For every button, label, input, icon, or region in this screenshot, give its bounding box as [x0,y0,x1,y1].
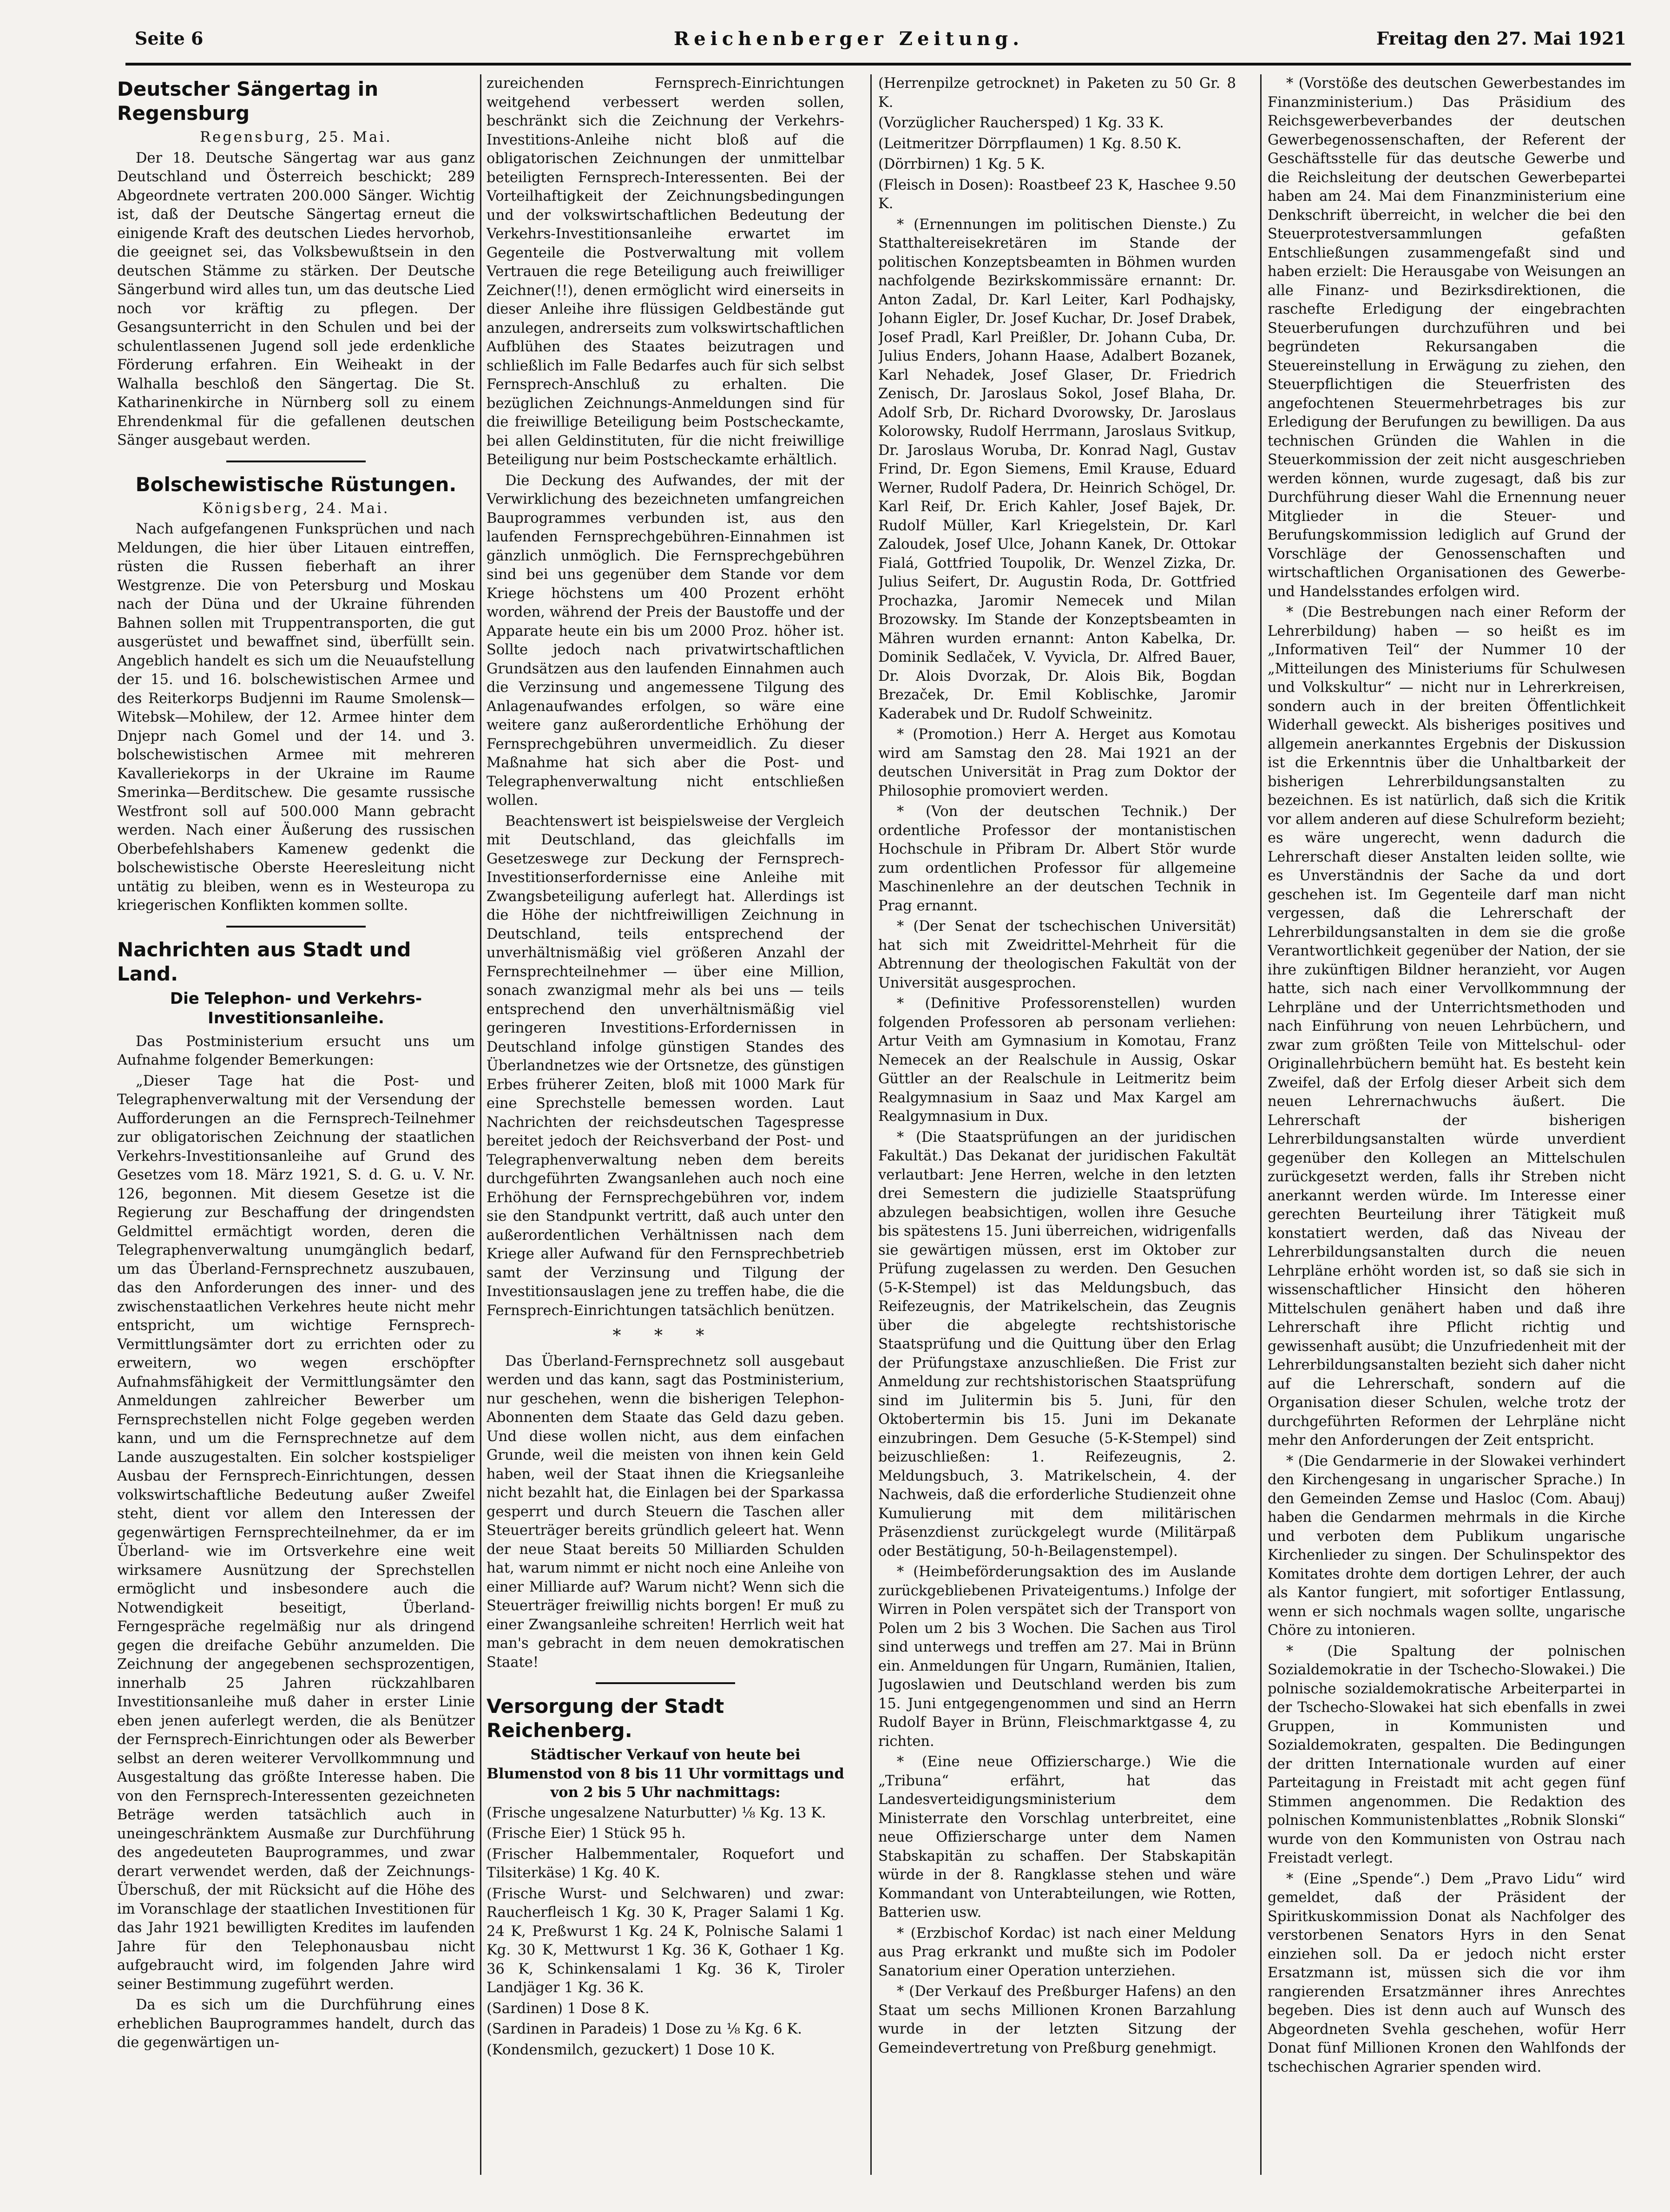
article-separator [596,1682,735,1684]
price-item: (Frischer Halbemmentaler, Roquefort und Tilsiterkäse) 1 Kg. 40 K. [487,1846,844,1881]
price-list [487,1804,844,2060]
section-stars: * * * [612,1326,718,1345]
news-item: * (Promotion.) Herr A. Herget aus Komotau wird am Samstag den 28. Mai 1921 an der deutschen Universität in Prag zum Doktor der Philosophie promoviert werden. [878,726,1236,799]
price-item: (Sardinen in Paradeis) 1 Dose zu ⅛ Kg. 6 K. [487,2021,802,2037]
price-list-continued [878,74,1236,214]
news-item: * (Die Spaltung der polnischen Sozialdemokratie in der Tschecho-Slowakei.) Die polnische sozialdemokratische Arbeiterpartei in der Tschecho-Slowakei hat sich ebenfalls in zwei Gruppen, in Kommunisten und Sozialdemokraten, gespalten. Die Bedingungen der dritten Internationale wurden auf einer Parteitagung in Freistadt mit acht gegen fünf Stimmen angenommen. Die Redaktion des polnischen Kommunistenblattes „Robnik Slonski“ wurde von den Kommunisten von Ostrau nach Freistadt verlegt. [1268,1643,1625,1866]
article-paragraph: „Dieser Tage hat die Post- und Telegraphenverwaltung mit der Versendung der Aufforderungen an die Fernsprech-Teilnehmer zur obligatorischen Zeichnung der staatlichen Verkehrs-Investitionsanleihe auf Grund des Gesetzes vom 18. März 1921, S. d. G. u. V. Nr. 126, begonnen. Mit diesem Gesetze ist die Regierung zur Beschaffung der dringendsten Geldmittel ermächtigt worden, deren die Telegraphenverwaltung unumgänglich bedarf, um das Überland-Fernsprechnetz auszubauen, das den Anforderungen des inner- und des zwischenstaatlichen Verkehres heute nicht mehr entspricht, um wichtige Fernsprech-Vermittlungsämter dort zu errichten oder zu erweitern, wo wegen erschöpfter Aufnahmsfähigkeit der Vermittlungsämter den Anmeldungen zahlreicher Bewerber um Fernsprechstellen nicht Folge gegeben werden kann, und um die Fernsprechnetze auf dem Lande auszugestalten. Ein solcher kostspieliger Ausbau der Fernsprech-Einrichtungen, dessen volkswirtschaftliche Bedeutung außer Zweifel steht, dient vor allem den Interessen der gegenwärtigen Fernsprechteilnehmer, da er im Überland- wie im Ortsverkehre eine weit wirksamere Ausnützung der Sprechstellen ermöglicht und insbesondere auch die Notwendigkeit beseitigt, Überland-Ferngespräche regelmäßig nur als dringend gegen die dreifache Gebühr anzumelden. Die Zeichnung der angegebenen sechsprozentigen, innerhalb 25 Jahren rückzahlbaren Investitionsanleihe muß daher in erster Linie eben jenen auferlegt werden, die als Benützer der Fernsprech-Einrichtungen oder als Bewerber selbst an deren weiterer Vervollkommnung und Ausgestaltung das größte Interesse haben. Die von den Fernsprech-Interessenten gezeichneten Beträge werden tatsächlich auch in uneingeschränktem Ausmaße zur Durchführung des angedeuteten Bauprogrammes, und zwar derart verwendet werden, daß der Zeichnungs-Überschuß, der mit Rücksicht auf die Höhe des im Voranschlage der staatlichen Investitionen für das Jahr 1921 bewilligten Kredites im laufenden Jahre für den Telephonausbau nicht aufgebraucht wird, im folgenden Jahre wird seiner Bestimmung zugeführt werden. [117,1073,475,1993]
price-item: (Kondensmilch, gezuckert) 1 Dose 10 K. [487,2041,775,2058]
price-item: (Fleisch in Dosen): Roastbeef 23 K, Haschee 9.50 K. [878,177,1236,212]
article-headline: Versorgung der Stadt Reichenberg. [487,1695,724,1742]
article-paragraph: Der 18. Deutsche Sängertag war aus ganz Deutschland und Österreich beschickt; 289 Abgeordnete vertraten 200.000 Sänger. Wichtig ist, daß der Deutsche Sängertag erneut die einigende Kraft des deutschen Liedes hervorhob, die geeignet sei, das Volksbewußtsein in den deutschen Stämme zu stärken. Der Deutsche Sängerbund wird alles tun, um das deutsche Lied noch vor kräftig zu pflegen. Der Gesangsunterricht in den Schulen und bei der schulentlassenen Jugend soll jede erdenkliche Förderung erfahren. Ein Weiheakt in der Walhalla beschloß den Sängertag. Die St. Katharinenkirche in Nürnberg soll zu einem Ehrendenkmal für die gefallenen deutschen Sänger ausgebaut werden. [117,150,475,448]
article-paragraph: Beachtenswert ist beispielsweise der Vergleich mit Deutschland, das gleichfalls im Gesetzeswege zur Deckung der Fernsprech-Investitionserfordernisse eine Anleihe mit Zwangsbeteiligung auferlegt hat. Allerdings ist die Höhe der nichtfreiwilligen Zeichnung in Deutschland, teils entsprechend der unverhältnismäßig viel größeren Anzahl der Fernsprechteilnehmer — über eine Million, sonach zwanzigmal mehr als bei uns — teils entsprechend den unverhältnismäßig viel geringeren Investitions-Erfordernissen in Deutschland infolge günstigen Standes des Überlandnetzes wie der Ortsnetze, des günstigen Erbes früherer Zeiten, bloß mit 1000 Mark für eine Sprechstelle bemessen worden. Laut Nachrichten der reichsdeutschen Tagespresse bereitet jedoch der Reichsverband der Post- und Telegraphenverwaltung neben dem bereits durchgeführten Zwangsanlehen auch noch eine Erhöhung der Fernsprechgebühren vor, indem sie den Standpunkt vertritt, daß auch unter den außerordentlichen Verhältnissen nach dem Kriege aller Aufwand für den Fernsprechbetrieb samt der Verzinsung und Tilgung der Investitionsauslagen jene zu treffen habe, die die Fernsprech-Einrichtungen tatsächlich benützen. [487,813,844,1319]
column-2 [487,74,844,2184]
price-item: (Dörrbirnen) 1 Kg. 5 K. [878,156,1045,172]
news-item: * (Ernennungen im politischen Dienste.) Zu Statthaltereisekretären im Stande der politischen Konzeptsbeamten in Böhmen wurden nachfolgende Bezirkskommissäre ernannt: Dr. Anton Zadal, Dr. Karl Leiter, Karl Podhajsky, Johann Eigler, Dr. Josef Kuchar, Dr. Josef Drabek, Josef Pradl, Karl Preißler, Dr. Johann Cuba, Dr. Julius Enders, Johann Haase, Adalbert Bozanek, Karl Nehadek, Josef Glaser, Dr. Friedrich Zenisch, Dr. Jaroslaus Sokol, Josef Blaha, Dr. Adolf Srb, Dr. Richard Dvorowsky, Dr. Jaroslaus Kolorowsky, Rudolf Herrmann, Jaroslaus Svitkup, Dr. Jaroslaus Woruba, Dr. Konrad Nagl, Gustav Frind, Dr. Egon Siemens, Emil Krause, Eduard Werner, Rudolf Padera, Dr. Heinrich Schögel, Dr. Karl Reif, Dr. Erich Kahler, Josef Bajek, Dr. Rudolf Müller, Karl Kriegelstein, Dr. Karl Zaloudek, Josef Ulce, Johann Kanek, Dr. Ottokar Fialá, Gottfried Toupolik, Dr. Wenzel Zizka, Dr. Julius Seifert, Dr. Augustin Roda, Dr. Gottfried Prochazka, Jaromir Nemecek und Milan Brozowsky. Im Stande der Konzeptsbeamten in Mähren wurden ernannt: Anton Kabelka, Dr. Dominik Sedlaček, V. Vyvicla, Dr. Alfred Bauer, Dr. Alois Dvorzak, Dr. Alois Bik, Bogdan Brezaček, Dr. Emil Koblischke, Jaromir Kaderabek und Dr. Rudolf Schweinitz. [878,216,1236,722]
column-divider [870,74,872,2175]
article-paragraph: Da es sich um die Durchführung eines erheblichen Bauprogrammes handelt, durch das die gegenwärtigen un- [117,1997,475,2051]
masthead: Reichenberger Zeitung. [674,28,1024,50]
dateline: Regensburg, 25. Mai. [200,129,392,145]
news-item: * (Eine „Spende“.) Dem „Pravo Lidu“ wird gemeldet, daß der Präsident der Spiritkuskommission Donat als Nachfolger des verstorbenen Senators Hyrs in den Senat einziehen soll. Da er jedoch nicht erster Ersatzmann ist, müssen sich die vor ihm rangierenden Ersatzmänner ihres Anrechtes begeben. Dies ist denn auch auf Wunsch des Abgeordneten Svehla geschehen, wofür Herr Donat fünf Millionen Kronen den Wahlfonds der tschechischen Agrarier spenden wird. [1268,1870,1625,2075]
column-4 [1268,74,1625,2184]
article-headline: Bolschewistische Rüstungen. [135,473,457,496]
column-1 [117,74,475,2184]
price-item: (Frische ungesalzene Naturbutter) ⅛ Kg. 13 K. [487,1804,826,1821]
section-headline: Nachrichten aus Stadt und Land. [117,938,411,985]
news-item: * (Der Senat der tschechischen Universität) hat sich mit Zweidrittel-Mehrheit für die Abtrennung der theologischen Fakultät von der Universität ausgesprochen. [878,918,1236,991]
column-divider [480,74,481,2175]
article-subheadline: Die Telephon- und Verkehrs-Investitionsanleihe. [170,989,422,1027]
page-number: Seite 6 [135,28,204,49]
header-rule [125,63,1631,66]
page-header [135,28,1626,60]
news-item: * (Die Staatsprüfungen an der juridischen Fakultät.) Das Dekanat der juridischen Fakultät verlautbart: Jene Herren, welche in den letzten drei Semestern die judizielle Staatsprüfung abzulegen beabsichtigen, wollen ihre Gesuche bis spätestens 15. Juni überreichen, widrigenfalls sie gewärtigen müssen, erst im Oktober zur Prüfung zugelassen zu werden. Den Gesuchen (5-K-Stempel) ist das Meldungsbuch, das Reifezeugnis, der Matrikelschein, das Zeugnis über die abgelegte rechtshistorische Staatsprüfung und die Quittung über den Erlag der Prüfungstaxe anzuschließen. Die Frist zur Anmeldung zur rechtshistorischen Staatsprüfung sind im Julitermin bis 5. Juni, für den Oktobertermin bis 15. Juni im Dekanate einzubringen. Dem Gesuche (5-K-Stempel) sind beizuschließen: 1. Reifezeugnis, 2. Meldungsbuch, 3. Matrikelschein, 4. der Nachweis, daß die erforderliche Studienzeit ohne Kumulierung mit dem militärischen Präsenzdienst zurückgelegt wurde (Militärpaß oder Bestätigung, 50-h-Beilagenstempel). [878,1129,1236,1560]
news-item: * (Erzbischof Kordac) ist nach einer Meldung aus Prag erkrankt und mußte sich im Podoler Sanatorium einer Operation unterziehen. [878,1925,1236,1979]
sale-notice: Städtischer Verkauf von heute bei Blumenstod von 8 bis 11 Uhr vormittags und von 2 bis 5 Uhr nachmittags: [487,1746,844,1801]
price-item: (Sardinen) 1 Dose 8 K. [487,2000,650,2017]
article-separator [226,926,366,928]
news-item: * (Eine neue Offizierscharge.) Wie die „Tribuna“ erfährt, hat das Landesverteidigungsministerium dem Ministerrate den Vorschlag unterbreitet, eine neue Offizierscharge unter dem Namen Stabskapitän zu schaffen. Der Stabskapitän würde in der 8. Rangklasse stehen und wäre Kommandant von Unterabteilungen, wie Rotten, Batterien usw. [878,1754,1236,1921]
article-headline: Deutscher Sängertag in Regensburg [117,78,379,125]
article-paragraph: zureichenden Fernsprech-Einrichtungen weitgehend verbessert werden sollen, beschränkt sich die Zeichnung der Verkehrs-Investitions-Anleihe nicht bloß auf die obligatorischen Zeichnungen der unmittelbar beteiligten Fernsprech-Interessenten. Bei der Vorteilhaftigkeit der Zeichnungsbedingungen und der volkswirtschaftlichen Bedeutung der Verkehrs-Investitionsanleihe erwartet im Gegenteile die Postverwaltung mit vollem Vertrauen die rege Beteiligung auch freiwilliger Zeichner(!!), denen ermöglicht wird einerseits in dieser Anleihe ihre flüssigen Geldbestände gut anzulegen, andrerseits zum volkswirtschaftlichen Aufblühen des Staates beizutragen und schließlich im Falle Bedarfes auch für sich selbst Fernsprech-Anschluß zu erhalten. Die bezüglichen Zeichnungs-Anmeldungen sind für die freiwillige Beteiligung beim Postscheckamte, bei allen Geldinstituten, für die nicht freiwillige Beteiligung nur beim Postscheckamte erhältlich. [487,75,844,468]
article-paragraph: Das Postministerium ersucht uns um Aufnahme folgender Bemerkungen: [117,1033,475,1068]
column-divider [1260,74,1262,2175]
price-item: (Vorzüglicher Rauchersped) 1 Kg. 33 K. [878,115,1164,131]
price-item: (Frische Wurst- und Selchwaren) und zwar: Raucherfleisch 1 Kg. 30 K, Prager Salami 1 Kg. 24 K, Preßwurst 1 Kg. 24 K, Polnische Salami 1 Kg. 30 K, Mettwurst 1 Kg. 36 K, Gothaer 1 Kg. 36 K, Schinkensalami 1 Kg. 36 K, Tiroler Landjäger 1 Kg. 36 K. [487,1885,844,1996]
article-separator [226,461,366,462]
news-item: * (Der Verkauf des Preßburger Hafens) an den Staat um sechs Millionen Kronen Barzahlung wurde in der letzten Sitzung der Gemeindevertretung von Preßburg genehmigt. [878,1983,1236,2056]
article-paragraph: Die Deckung des Aufwandes, der mit der Verwirklichung des bezeichneten umfangreichen Bauprogrammes verbunden ist, aus den laufenden Fernsprechgebühren-Einnahmen ist gänzlich unmöglich. Die Fernsprechgebühren sind bei uns gegenüber dem Stande vor dem Kriege höchstens um 400 Prozent erhöht worden, während der Preis der Baustoffe und der Apparate heute ein bis um 2000 Proz. höher ist. Sollte jedoch nach privatwirtschaftlichen Grundsätzen aus den laufenden Einnahmen auch die Verzinsung und angemessene Tilgung des Anlagenaufwandes erfolgen, so wäre eine weitere ganz außerordentliche Erhöhung der Fernsprechgebühren unvermeidlich. Zu dieser Maßnahme hat sich aber die Post- und Telegraphenverwaltung nicht entschließen wollen. [487,472,844,809]
news-item: * (Die Gendarmerie in der Slowakei verhindert den Kirchengesang in ungarischer Sprache.) In den Gemeinden Zemse und Hasloc (Com. Abauj) haben die Gendarmen mehrmals in die Kirche und verboten dem Publikum ungarische Kirchenlieder zu singen. Der Schulinspektor des Komitates drohte dem dortigen Lehrer, der auch als Kantor fungiert, mit sofortiger Entlassung, wenn er sich nochmals wagen sollte, ungarische Chöre zu intonieren. [1268,1453,1625,1639]
dateline: Königsberg, 24. Mai. [202,500,390,517]
news-item: * (Definitive Professorenstellen) wurden folgenden Professoren ab personam verliehen: Artur Veith am Gymnasium in Komotau, Franz Nemecek an der Realschule in Aussig, Oskar Güttler an der Realschule in Leitmeritz beim Realgymnasium in Saaz und Max Kargel am Realgymnasium in Dux. [878,995,1236,1125]
issue-date: Freitag den 27. Mai 1921 [1376,28,1626,49]
article-paragraph: Das Überland-Fernsprechnetz soll ausgebaut werden und das kann, sagt das Postministerium, nur geschehen, wenn die bisherigen Telephon-Abonnenten dem Staate das Geld dazu geben. Und diese wollen nicht, aus dem einfachen Grunde, weil die meisten von ihnen kein Geld haben, weil der Staat ihnen die Kriegsanleihe nicht bezahlt hat, die Einlagen bei der Sparkassa gesperrt und durch Steuern die Taschen aller Steuerträger bereits gründlich geleert hat. Wenn der neue Staat bereits 50 Milliarden Schulden hat, warum nimmt er nicht noch eine Anleihe von einer Milliarde auf? Warum nicht? Wenn sich die Steuerträger freiwillig nichts borgen! Er muß zu einer Zwangsanleihe schreiten! Herrlich weit hat man's gebracht in dem neuen demokratischen Staate! [487,1353,844,1671]
price-item: (Herrenpilze getrocknet) in Paketen zu 50 Gr. 8 K. [878,75,1236,111]
price-item: (Frische Eier) 1 Stück 95 h. [487,1825,686,1842]
news-item: * (Vorstöße des deutschen Gewerbestandes im Finanzministerium.) Das Präsidium des Reichsgewerbeverbandes der deutschen Gewerbegenossenschaften, der Referent der Geschäftsstelle für das deutsche Gewerbe und die Reichsleitung der deutschen Gewerbepartei haben am 24. Mai dem Finanzministerium eine Denkschrift überreicht, in welcher die bei den Steuerprotestversammlungen gefaßten Entschließungen zusammengefaßt sind und haben erzielt: Die Herausgabe von Weisungen an alle Finanz- und Bezirksdirektionen, die raschefte Erledigung der eingebrachten Steuerberufungen durchzuführen und bei begründeten Rekursangaben die Steuereinstellung in Erwägung zu ziehen, den Steuerpflichtigen die Steuerfristen des angefochtenen Steuermehrbetrages bis zur Erledigung der Berufungen zu bewilligen. Da aus technischen Gründen die Wahlen in die Steuerkommission der zeit nicht ausgeschrieben werden können, wurde zugesagt, daß bis zur Durchführung dieser Wahl die Ernennung neuer Mitglieder in die Steuer- und Berufungskommission lediglich auf Grund der Vorschläge der Genossenschaften und wirtschaftlichen Organisationen des Gewerbe- und Handelsstandes erfolgen wird. [1268,75,1625,600]
news-item: * (Die Bestrebungen nach einer Reform der Lehrerbildung) haben — so heißt es im „Informativen Teil“ der Nummer 10 der „Mitteilungen des Ministeriums für Schulwesen und Volkskultur“ — nicht nur in Lehrerkreisen, sondern auch in der breiten Öffentlichkeit Widerhall geweckt. Als bisheriges positives und allgemein anerkanntes Ergebnis der Diskussion ist die Erkenntnis über die Unhaltbarkeit der bisherigen Lehrerbildungsanstalten zu bezeichnen. Es ist natürlich, daß sich die Kritik vor allem anderen auf diese Schulreform bezieht; es wäre ungerecht, wenn dadurch die Lehrerschaft dieser Anstalten leiden sollte, wie es Unverständnis der Sache da und dort geschehen ist. Im Gegenteile darf man nicht vergessen, daß die Lehrerschaft der Lehrerbildungsanstalten in dem sie die große Verantwortlichkeit gegenüber der Nation, der sie ihre zukünftigen Bildner heranzieht, vor Augen hatte, sich nach einer Vervollkommnung der Lehrpläne und der Unterrichtsmethoden und nach Einführung von neuen Lehrbüchern, und zwar zum größten Teile von Mittelschul- oder Originallehrbüchern bemüht hat. Es besteht kein Zweifel, daß der Erfolg dieser Arbeit sich dem neuen Lehrernachwuchs äußert. Die Lehrerschaft der bisherigen Lehrerbildungsanstalten würde unverdient gegenüber den Kollegen an Mittelschulen zurückgesetzt werden, falls ihr Streben nicht anerkannt werden würde. Im Interesse einer gerechten Beurteilung ihrer Tätigkeit muß konstatiert werden, daß das Niveau der Lehrerbildungsanstalten durch die neuen Lehrpläne erhöht worden ist, so daß sie sich in wissenschaftlicher Hinsicht den höheren Mittelschulen genähert haben und daß ihre Lehrerschaft ihre Pflicht richtig und gewissenhaft ausübt; die Unzufriedenheit mit der Lehrerbildungsanstalten bezieht sich daher nicht auf die Lehrerschaft, sondern auf die Organisation dieser Schulen, welche trotz der durchgeführten Reformen der Lehrpläne nicht mehr den Anforderungen der Zeit entspricht. [1268,604,1625,1448]
price-item: (Leitmeritzer Dörrpflaumen) 1 Kg. 8.50 K. [878,135,1182,152]
news-item: * (Heimbeförderungsaktion des im Auslande zurückgebliebenen Privateigentums.) Infolge der Wirren in Polen verspätet sich der Transport von Polen um 2 bis 3 Wochen. Die Sachen aus Tirol sind unterwegs und treffen am 27. Mai in Brünn ein. Anmeldungen für Ungarn, Rumänien, Italien, Jugoslawien und Deutschland werden bis zum 15. Juni entgegengenommen und sind an Herrn Rudolf Bayer in Brünn, Fleischmarktgasse 4, zu richten. [878,1564,1236,1750]
news-item: * (Von der deutschen Technik.) Der ordentliche Professor der montanistischen Hochschule in Přibram Dr. Albert Stör wurde zum ordentlichen Professor für allgemeine Maschinenlehre an der deutschen Technik in Prag ernannt. [878,803,1236,914]
article-paragraph: Nach aufgefangenen Funksprüchen und nach Meldungen, die hier über Litauen eintreffen, rüsten die Russen fieberhaft an ihrer Westgrenze. Die von Petersburg und Moskau nach der Düna und der Ukraine führenden Bahnen sollen mit Truppentransporten, die gut ausgerüstet und bewaffnet sind, überfüllt sein. Angeblich handelt es sich um die Neuaufstellung der 15. und 16. bolschewistischen Armee und des Reiterkorps Budjenni im Raume Smolensk—Witebsk—Mohilew, der 12. Armee hinter dem Dnjepr nach Gomel und der 14. und 3. bolschewistischen Armee mit mehreren Kavalleriekorps in der Ukraine im Raume Smerinka—Berditschew. Die gesamte russische Westfront soll auf 500.000 Mann gebracht werden. Nach einer Äußerung des russischen Oberbefehlshabers Kamenew gedenkt die bolschewistische Oberste Heeresleitung nicht untätig zu bleiben, wenn es in Westeuropa zu kriegerischen Konflikten kommen sollte. [117,521,475,914]
column-3 [878,74,1236,2184]
